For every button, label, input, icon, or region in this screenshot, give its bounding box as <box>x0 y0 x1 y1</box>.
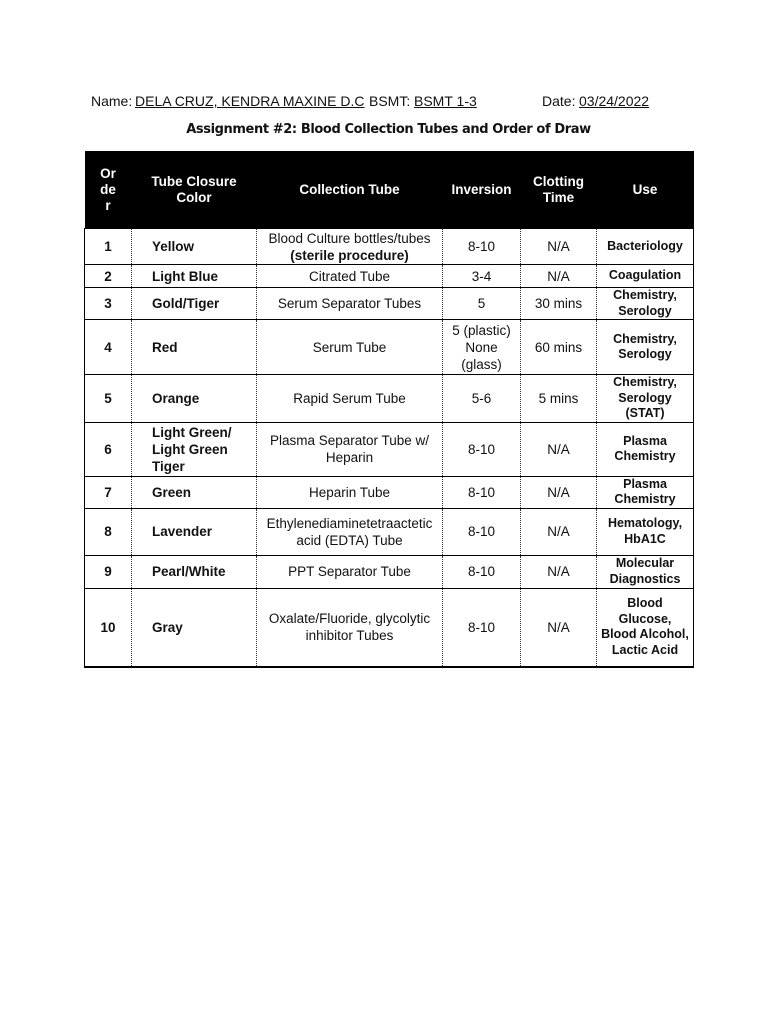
column-header-collection-tube: Collection Tube <box>257 151 443 229</box>
order-cell: 10 <box>85 588 132 667</box>
collection-tube-text: Ethylenediaminetetraactetic acid (EDTA) Tube <box>266 515 433 548</box>
tube-color-cell: Light Green/ Light Green Tiger <box>132 422 257 476</box>
clotting-time-cell: N/A <box>521 508 597 555</box>
name-label: Name: <box>91 93 133 109</box>
inversion-cell: 5-6 <box>443 375 521 423</box>
table-row <box>85 375 694 423</box>
clotting-time-cell: N/A <box>521 555 597 588</box>
table-row <box>85 422 694 476</box>
collection-tube-text: PPT Separator Tube <box>288 564 411 579</box>
use-cell: Plasma Chemistry <box>597 476 694 508</box>
collection-tube-cell <box>257 265 443 288</box>
date-label: Date: <box>542 93 576 109</box>
collection-tube-cell <box>257 422 443 476</box>
collection-tube-cell <box>257 320 443 375</box>
collection-tube-text: Heparin Tube <box>308 484 391 500</box>
course-value: BSMT 1-3 <box>414 93 477 109</box>
clotting-time-cell: N/A <box>521 265 597 288</box>
use-cell: Chemistry, Serology <box>597 288 694 320</box>
collection-tube-cell <box>257 476 443 508</box>
column-header-use: Use <box>597 151 694 229</box>
date-value: 03/24/2022 <box>579 93 650 109</box>
inversion-cell: 8-10 <box>443 555 521 588</box>
order-cell: 2 <box>85 265 132 288</box>
tube-color-cell: Lavender <box>132 508 257 555</box>
collection-tube-text: Blood Culture bottles/tubes <box>268 230 431 246</box>
assignment-title: Assignment #2: Blood Collection Tubes and Order of Draw <box>186 122 591 137</box>
table-row <box>85 508 694 555</box>
use-cell: Coagulation <box>597 265 694 288</box>
order-cell: 3 <box>85 288 132 320</box>
use-cell: Chemistry, Serology (STAT) <box>597 375 694 423</box>
order-cell: 6 <box>85 422 132 476</box>
column-header-tube-closure-color: Tube Closure Color <box>132 151 257 229</box>
collection-tube-text: Serum Separator Tubes <box>277 296 422 311</box>
name-value: DELA CRUZ, KENDRA MAXINE D.C <box>135 93 365 109</box>
course-label: BSMT: <box>369 93 411 109</box>
table-body <box>85 229 694 668</box>
order-cell: 5 <box>85 375 132 423</box>
collection-tube-cell <box>257 508 443 555</box>
collection-tube-text: Rapid Serum Tube <box>293 390 406 406</box>
column-header-clotting-time: Clotting Time <box>521 151 597 229</box>
use-cell: Molecular Diagnostics <box>597 555 694 588</box>
inversion-cell: 8-10 <box>443 476 521 508</box>
collection-tube-cell <box>257 375 443 423</box>
table-header-row <box>85 151 694 229</box>
collection-tube-cell <box>257 588 443 667</box>
clotting-time-cell: N/A <box>521 476 597 508</box>
use-cell: Chemistry, Serology <box>597 320 694 375</box>
collection-tube-text: Oxalate/Fluoride, glycolytic inhibitor Tubes <box>268 611 431 644</box>
inversion-cell: 8-10 <box>443 229 521 265</box>
clotting-time-cell: N/A <box>521 229 597 265</box>
tube-color-cell: Pearl/White <box>132 555 257 588</box>
tube-color-cell: Orange <box>132 375 257 423</box>
order-cell: 9 <box>85 555 132 588</box>
table-row <box>85 265 694 288</box>
header-line <box>91 93 691 111</box>
table-row <box>85 288 694 320</box>
table-row <box>85 476 694 508</box>
table-row <box>85 555 694 588</box>
collection-tube-cell <box>257 229 443 265</box>
column-header-order: Or de r <box>85 151 132 229</box>
collection-tube-text: Citrated Tube <box>308 268 391 284</box>
column-header-inversion: Inversion <box>443 151 521 229</box>
use-cell: Blood Glucose, Blood Alcohol, Lactic Acid <box>597 588 694 667</box>
table-row <box>85 588 694 667</box>
order-cell: 8 <box>85 508 132 555</box>
tube-color-cell: Gold/Tiger <box>132 288 257 320</box>
inversion-cell: 5 <box>443 288 521 320</box>
tube-color-cell: Yellow <box>132 229 257 265</box>
tube-color-cell: Light Blue <box>132 265 257 288</box>
clotting-time-cell: 60 mins <box>521 320 597 375</box>
clotting-time-cell: 5 mins <box>521 375 597 423</box>
tube-color-cell: Red <box>132 320 257 375</box>
collection-tube-cell <box>257 555 443 588</box>
inversion-cell: 8-10 <box>443 508 521 555</box>
clotting-time-cell: N/A <box>521 588 597 667</box>
order-of-draw-table <box>84 151 694 668</box>
order-cell: 7 <box>85 476 132 508</box>
order-cell: 4 <box>85 320 132 375</box>
order-cell: 1 <box>85 229 132 265</box>
clotting-time-cell: N/A <box>521 422 597 476</box>
collection-tube-cell <box>257 288 443 320</box>
table-row <box>85 229 694 265</box>
inversion-cell: 5 (plastic) None (glass) <box>443 320 521 375</box>
collection-tube-text: Serum Tube <box>312 339 387 355</box>
use-cell: Bacteriology <box>597 229 694 265</box>
collection-tube-note: (sterile procedure) <box>290 247 409 263</box>
tube-color-cell: Gray <box>132 588 257 667</box>
inversion-cell: 8-10 <box>443 588 521 667</box>
inversion-cell: 8-10 <box>443 422 521 476</box>
tube-color-cell: Green <box>132 476 257 508</box>
use-cell: Hematology, HbA1C <box>597 508 694 555</box>
collection-tube-text: Plasma Separator Tube w/ Heparin <box>269 433 430 465</box>
use-cell: Plasma Chemistry <box>597 422 694 476</box>
table-row <box>85 320 694 375</box>
clotting-time-cell: 30 mins <box>521 288 597 320</box>
inversion-cell: 3-4 <box>443 265 521 288</box>
